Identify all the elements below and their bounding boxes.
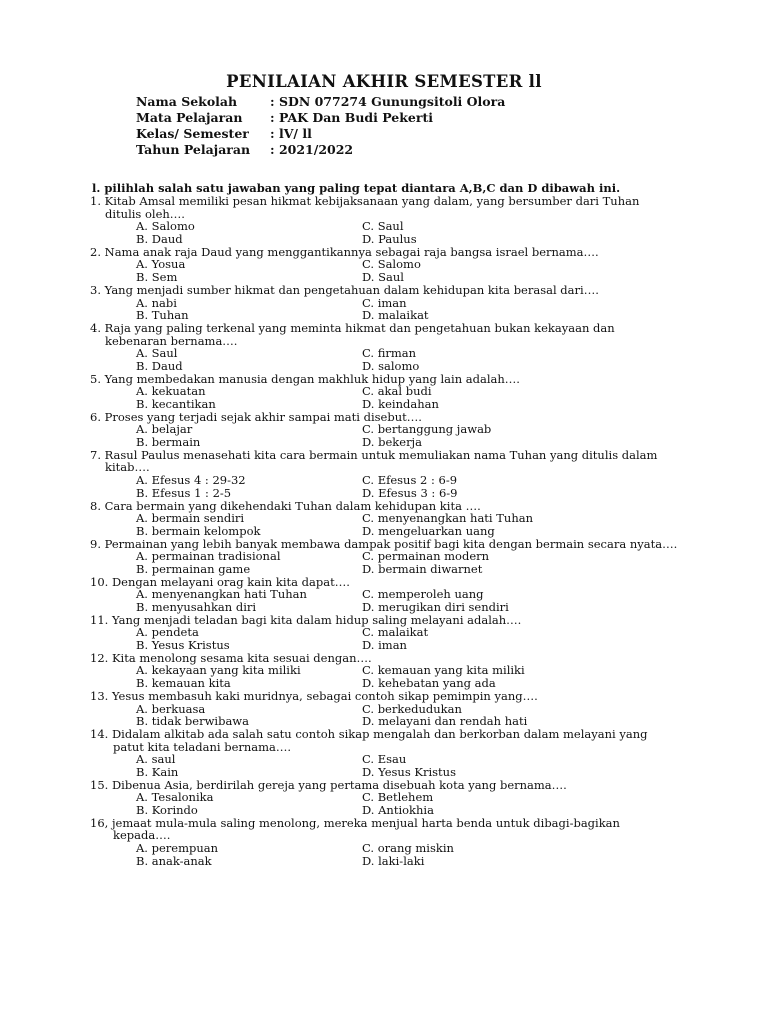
answer-option: A. berkuasa <box>136 701 206 716</box>
question-text: 7. Rasul Paulus menasehati kita cara bermain untuk memuliakan nama Tuhan yang ditulis dalam <box>90 447 658 462</box>
question-text: 15. Dibenua Asia, berdirilah gereja yang pertama disebuah kota yang bernama…. <box>90 777 567 792</box>
answer-option: D. laki-laki <box>362 853 425 868</box>
option-row <box>0 436 768 449</box>
answer-option: D. salomo <box>362 358 420 373</box>
answer-option: A. belajar <box>136 422 193 437</box>
info-value: : lV/ ll <box>270 126 312 141</box>
question-list <box>0 195 768 867</box>
answer-option: B. Daud <box>136 232 183 247</box>
question-item <box>0 614 768 652</box>
option-row <box>0 855 768 868</box>
question-text: 2. Nama anak raja Daud yang menggantikannya sebagai raja bangsa israel bernama…. <box>90 244 599 259</box>
option-row <box>0 563 768 576</box>
answer-option: D. merugikan diri sendiri <box>362 600 509 614</box>
question-text: 1. Kitab Amsal memiliki pesan hikmat kebijaksanaan yang dalam, yang bersumber dari Tuhan <box>90 194 640 208</box>
answer-option: C. menyenangkan hati Tuhan <box>362 511 534 526</box>
option-row <box>0 360 768 373</box>
answer-option: A. kekayaan yang kita miliki <box>136 663 301 678</box>
question-text: 8. Cara bermain yang dikehendaki Tuhan dalam kehidupan kita …. <box>90 498 481 513</box>
option-row <box>0 842 768 855</box>
option-row <box>0 601 768 614</box>
answer-option: B. Korindo <box>136 803 198 817</box>
answer-option: A. nabi <box>136 295 177 310</box>
answer-option: A. Tesalonika <box>136 790 214 805</box>
option-row <box>0 487 768 500</box>
exam-info-block <box>136 94 505 158</box>
answer-option: D. bermain diwarnet <box>362 561 483 576</box>
answer-option: C. Efesus 2 : 6-9 <box>362 473 458 488</box>
answer-option: B. Efesus 1 : 2-5 <box>136 485 232 500</box>
question-text: 14. Didalam alkitab ada salah satu contoh sikap mengalah dan berkorban dalam melayani yang <box>90 726 648 741</box>
option-row <box>0 271 768 284</box>
info-row <box>136 94 505 110</box>
option-row <box>0 766 768 779</box>
question-item <box>0 449 768 500</box>
question-text: ditulis oleh…. <box>105 206 185 221</box>
answer-option: A. Efesus 4 : 29-32 <box>136 473 246 488</box>
option-row <box>0 639 768 652</box>
question-item <box>0 322 768 373</box>
info-row <box>136 142 505 158</box>
question-line <box>0 195 768 208</box>
answer-option: B. bermain kelompok <box>136 523 261 538</box>
question-text: 5. Yang membedakan manusia dengan makhluk hidup yang lain adalah…. <box>90 371 520 386</box>
info-label: Nama Sekolah <box>136 94 238 109</box>
answer-option: B. anak-anak <box>136 853 212 868</box>
question-line <box>0 322 768 335</box>
answer-option: D. Paulus <box>362 232 417 247</box>
answer-option: B. bermain <box>136 435 201 450</box>
answer-option: B. Yesus Kristus <box>136 638 230 653</box>
question-text: 9. Permainan yang lebih banyak membawa dampak positif bagi kita dengan bermain secara nyata…. <box>90 536 678 551</box>
answer-option: B. Tuhan <box>136 308 189 323</box>
answer-option: A. kekuatan <box>136 384 206 399</box>
answer-option: C. bertanggung jawab <box>362 422 492 437</box>
answer-option: C. orang miskin <box>362 841 454 856</box>
answer-option: D. melayani dan rendah hati <box>362 714 528 729</box>
answer-option: B. Sem <box>136 270 178 285</box>
answer-option: C. kemauan yang kita miliki <box>362 663 525 678</box>
option-row <box>0 474 768 487</box>
option-row <box>0 677 768 690</box>
question-text: 16, jemaat mula-mula saling menolong, mereka menjual harta benda untuk dibagi-bagikan <box>90 815 620 830</box>
info-value: : SDN 077274 Gunungsitoli Olora <box>270 94 506 109</box>
question-text: kebenaran bernama…. <box>105 333 238 348</box>
answer-option: D. Efesus 3 : 6-9 <box>362 485 458 500</box>
question-item <box>0 779 768 817</box>
answer-option: D. kehebatan yang ada <box>362 676 496 691</box>
answer-option: A. perempuan <box>136 841 219 856</box>
question-line <box>0 284 768 297</box>
option-row <box>0 715 768 728</box>
answer-option: B. kemauan kita <box>136 676 231 691</box>
answer-option: A. menyenangkan hati Tuhan <box>136 587 307 602</box>
question-item <box>0 373 768 411</box>
question-item <box>0 817 768 868</box>
answer-option: D. Antiokhia <box>362 803 434 817</box>
question-item <box>0 284 768 322</box>
info-row <box>136 126 505 142</box>
instruction-text: l. pilihlah salah satu jawaban yang paling tepat diantara A,B,C dan D dibawah ini. <box>92 181 621 195</box>
question-item <box>0 576 768 614</box>
question-text: 4. Raja yang paling terkenal yang meminta hikmat dan pengetahuan bukan kekayaan dan <box>90 320 615 335</box>
answer-option: C. Betlehem <box>362 790 434 805</box>
question-item <box>0 195 768 246</box>
answer-option: C. malaikat <box>362 625 429 640</box>
answer-option: C. iman <box>362 295 407 310</box>
answer-option: A. pendeta <box>136 625 199 640</box>
answer-option: B. tidak berwibawa <box>136 714 250 729</box>
answer-option: A. Yosua <box>136 257 186 272</box>
option-row <box>0 309 768 322</box>
option-row <box>0 233 768 246</box>
answer-option: A. permainan tradisional <box>136 549 281 564</box>
question-item <box>0 500 768 538</box>
question-text: patut kita teladani bernama…. <box>113 739 292 754</box>
answer-option: D. Yesus Kristus <box>362 764 456 779</box>
answer-option: C. permainan modern <box>362 549 490 564</box>
answer-option: B. permainan game <box>136 561 251 576</box>
option-row <box>0 525 768 538</box>
info-value: : PAK Dan Budi Pekerti <box>270 110 433 125</box>
question-item <box>0 538 768 576</box>
answer-option: C. akal budi <box>362 384 432 399</box>
question-item <box>0 690 768 728</box>
question-line <box>0 690 768 703</box>
question-item <box>0 652 768 690</box>
question-text: 12. Kita menolong sesama kita sesuai dengan…. <box>90 650 372 665</box>
answer-option: D. keindahan <box>362 397 439 411</box>
question-text: kitab…. <box>105 460 150 475</box>
answer-option: A. Salomo <box>136 219 195 234</box>
answer-option: D. mengeluarkan uang <box>362 523 495 538</box>
info-row <box>136 110 505 126</box>
question-text: 6. Proses yang terjadi sejak akhir sampai mati disebut…. <box>90 409 422 424</box>
question-item <box>0 246 768 284</box>
answer-option: D. bekerja <box>362 435 422 450</box>
option-row <box>0 398 768 411</box>
answer-option: C. Salomo <box>362 257 421 272</box>
question-text: 10. Dengan melayani orag kain kita dapat…. <box>90 574 350 589</box>
answer-option: C. berkedudukan <box>362 701 462 716</box>
question-item <box>0 728 768 779</box>
info-value: : 2021/2022 <box>270 142 354 157</box>
question-text: kepada…. <box>113 828 171 843</box>
option-row <box>0 804 768 817</box>
info-label: Mata Pelajaran <box>136 110 243 125</box>
answer-option: A. bermain sendiri <box>136 511 245 526</box>
answer-option: B. Daud <box>136 358 183 373</box>
question-text: 3. Yang menjadi sumber hikmat dan pengetahuan dalam kehidupan kita berasal dari…. <box>90 282 599 297</box>
answer-option: C. Esau <box>362 752 407 767</box>
answer-option: C. memperoleh uang <box>362 587 484 602</box>
info-label: Tahun Pelajaran <box>136 142 251 157</box>
option-row <box>0 512 768 525</box>
answer-option: D. malaikat <box>362 308 429 323</box>
question-text: 11. Yang menjadi teladan bagi kita dalam hidup saling melayani adalah…. <box>90 612 522 627</box>
answer-option: C. Saul <box>362 219 404 234</box>
answer-option: B. Kain <box>136 764 179 779</box>
question-text: 13. Yesus membasuh kaki muridnya, sebagai contoh sikap pemimpin yang…. <box>90 688 538 703</box>
question-line <box>0 728 768 741</box>
answer-option: A. saul <box>136 752 176 767</box>
exam-title: PENILAIAN AKHIR SEMESTER ll <box>226 72 542 91</box>
answer-option: B. menyusahkan diri <box>136 600 257 614</box>
question-item <box>0 411 768 449</box>
answer-option: C. firman <box>362 346 417 361</box>
answer-option: D. iman <box>362 638 407 653</box>
answer-option: B. kecantikan <box>136 397 216 411</box>
info-label: Kelas/ Semester <box>136 126 249 141</box>
answer-option: D. Saul <box>362 270 404 285</box>
answer-option: A. Saul <box>136 346 178 361</box>
